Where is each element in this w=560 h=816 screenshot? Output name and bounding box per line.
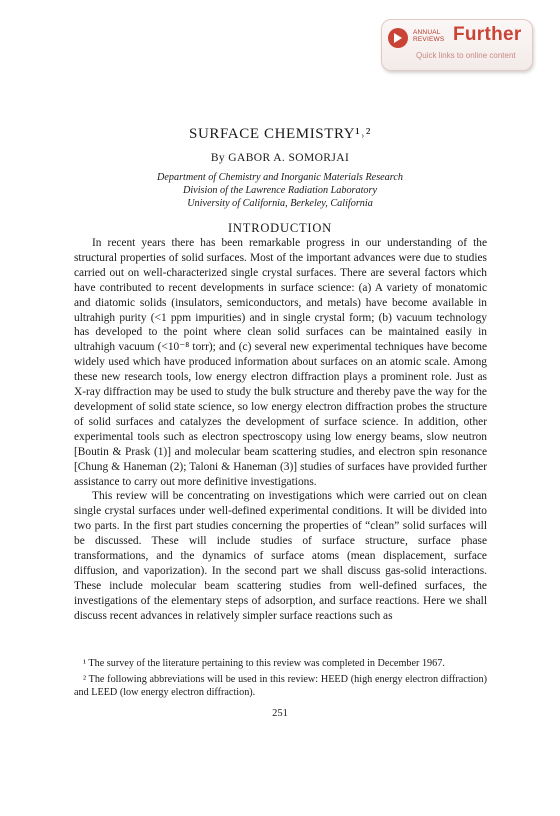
footnote-1: ¹ The survey of the literature pertaining to this review was completed in December 1967. xyxy=(83,658,445,669)
article-title: SURFACE CHEMISTRY¹˒² xyxy=(189,126,371,142)
page-number: 251 xyxy=(272,708,288,719)
affiliation-department: Department of Chemistry and Inorganic Materials Research xyxy=(157,172,403,183)
affiliation-division: Division of the Lawrence Radiation Laboratory xyxy=(182,185,378,196)
body-paragraph-1: In recent years there has been remarkable progress in our understanding of the structural properties of solid surfaces. Most of the important advances were due to studies carried out on well-characterized single crystal surfaces. There are several factors which have contributed to recent developments in surface science: (a) A variety of monatomic and diatomic solids (insulators, semiconductors, and metals) have become available in ultrahigh purity (<1 ppm impurities) and in single crystal form; (b) vacuum technology has developed to the point where clean solid surfaces can be maintained easily in ultrahigh vacuum (<10⁻⁸ torr); and (c) several new experimental techniques have become widely used which have produced information about surfaces on an atomic scale. Among these new research tools, low energy electron diffraction plays a prominent role. Just as X-ray diffraction may be used to study the bulk structure and thereby pave the way for the development of solid state science, so low energy electron diffraction probes the structure of solid surfaces and catalyzes the development of surface science. In addition, other experimental tools such as electron spectroscopy using low energy beams, slow neutron [Boutin & Prask (1)] and molecular beam scattering studies, and electron spin resonance [Chung & Haneman (2); Taloni & Haneman (3)] studies of surfaces have provided further assistance to carry out more definitive investigations. xyxy=(74,237,487,488)
footnotes xyxy=(74,657,487,702)
body-paragraph-2: This review will be concentrating on investigations which were carried out on clean single crystal surfaces under well-defined experimental conditions. It will be divided into two parts. In the first part studies concerning the properties of “clean” solid surfaces will be discussed. These will include studies of surface structure, surface phase transformations, and the dynamics of surface atoms (mean displacement, surface diffusion, and vaporization). In the second part we shall discuss gas-solid interactions. These include molecular beam scattering studies from well-defined surfaces, the investigations of the elementary steps of adsorption, and surface reactions. Here we shall discuss recent advances in relatively simpler surface reactions such as xyxy=(74,490,487,622)
quick-links-caption: Quick links to online content xyxy=(416,51,516,60)
further-badge-link[interactable] xyxy=(381,19,533,71)
affiliation-university: University of California, Berkeley, California xyxy=(187,198,373,209)
play-arrow-icon xyxy=(388,28,408,48)
footnote-2: ² The following abbreviations will be used in this review: HEED (high energy electron diffraction) and LEED (low energy electron diffraction). xyxy=(74,673,487,699)
article-body xyxy=(74,236,487,624)
annual-reviews-logo: ANNUAL REVIEWS xyxy=(413,29,445,43)
section-heading: INTRODUCTION xyxy=(227,221,333,235)
author-line: By GABOR A. SOMORJAI xyxy=(210,152,350,164)
further-headline: Further xyxy=(453,24,522,45)
